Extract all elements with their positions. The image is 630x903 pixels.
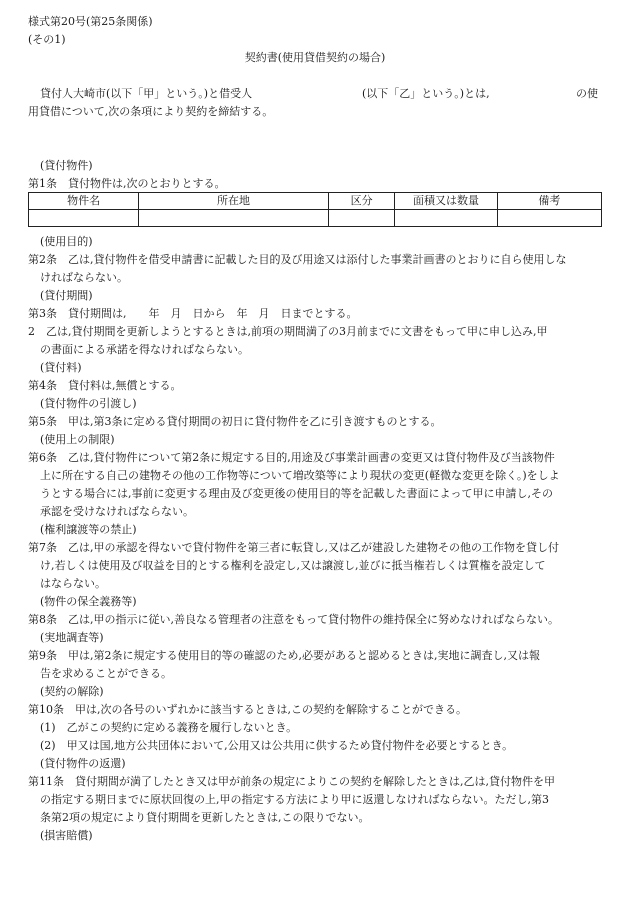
clause-line: 第3条 貸付期間は, 年 月 日から 年 月 日までとする。 [28, 307, 358, 320]
table-cell [328, 210, 395, 227]
clause-line: 第10条 甲は,次の各号のいずれかに該当するときは,この契約を解除することができる。 [28, 703, 467, 716]
clause-line: (権利譲渡等の禁止) [40, 523, 137, 536]
column-header: 物件名 [29, 193, 139, 210]
clause-line: はならない。 [40, 577, 106, 590]
table-row [29, 210, 602, 227]
clause-line: 承認を受けなければならない。 [40, 505, 194, 518]
clause-line: (契約の解除) [40, 685, 104, 698]
property-table [28, 192, 602, 227]
clause-line: (使用目的) [40, 235, 93, 248]
clause-line: の指定する期日までに原状回復の上,甲の指定する方法により甲に返還しなければならない。ただし,第3 [40, 793, 549, 806]
clause-line: (貸付期間) [40, 289, 93, 302]
clause-line: (貸付物件の返還) [40, 757, 126, 770]
clause-line: 告を求めることができる。 [40, 667, 172, 680]
column-header: 面積又は数量 [395, 193, 497, 210]
table-cell [497, 210, 601, 227]
clause-line: 条第2項の規定により貸付期間を更新したときは,この限りでない。 [40, 811, 370, 824]
clause-line: (実地調査等) [40, 631, 104, 644]
clause-line: (貸付物件) [40, 159, 93, 172]
clause-line: (物件の保全義務等) [40, 595, 137, 608]
column-header: 所在地 [139, 193, 329, 210]
clause-line: (1) 乙がこの契約に定める義務を履行しないとき。 [40, 721, 298, 734]
column-header: 区分 [328, 193, 395, 210]
form-number: 様式第20号(第25条関係) [28, 15, 153, 28]
clause-line: (使用上の制限) [40, 433, 115, 446]
clause-line: 第8条 乙は,甲の指示に従い,善良なる管理者の注意をもって貸付物件の維持保全に努めなければならない。 [28, 613, 559, 626]
intro-use: の使 [576, 87, 598, 100]
clause-line: の書面による承諾を得なければならない。 [40, 343, 249, 356]
intro-lessor: 貸付人大崎市(以下「甲」という。)と借受人 [40, 87, 253, 100]
clause-line: (貸付料) [40, 361, 82, 374]
clause-line: 第9条 甲は,第2条に規定する使用目的等の確認のため,必要があると認めるときは,実地に調査し,又は報 [28, 649, 540, 662]
clause-line: うとする場合には,事前に変更する理由及び変更後の使用目的等を記載した書面によって甲に申請し,その [40, 487, 553, 500]
clause-line: 2 乙は,貸付期間を更新しようとするときは,前項の期間満了の3月前までに文書をもって甲に申し込み,甲 [28, 325, 548, 338]
intro-lessee: (以下「乙」という。)とは, [362, 87, 490, 100]
clause-line: 第5条 甲は,第3条に定める貸付期間の初日に貸付物件を乙に引き渡すものとする。 [28, 415, 442, 428]
table-header-row [29, 193, 602, 210]
clause-line: け,若しくは使用及び収益を目的とする権利を設定し,又は譲渡し,並びに抵当権若しくは質権を設定して [40, 559, 546, 572]
clause-line: (2) 甲又は国,地方公共団体において,公用又は公共用に供するため貸付物件を必要とするとき。 [40, 739, 514, 752]
clause-line: (損害賠償) [40, 829, 93, 842]
clause-line: 第1条 貸付物件は,次のとおりとする。 [28, 177, 226, 190]
clause-line: 第7条 乙は,甲の承認を得ないで貸付物件を第三者に転貸し,又は乙が建設した建物その他の工作物を貸し付 [28, 541, 559, 554]
column-header: 備考 [497, 193, 601, 210]
clause-line: 上に所在する自己の建物その他の工作物等について増改築等により現状の変更(軽微な変更を除く。)をしよ [40, 469, 560, 482]
table-cell [139, 210, 329, 227]
clause-line: 第11条 貸付期間が満了したとき又は甲が前条の規定によりこの契約を解除したときは,乙は,貸付物件を甲 [28, 775, 555, 788]
intro-line-2: 用貸借について,次の条項により契約を締結する。 [28, 105, 274, 118]
table-cell [29, 210, 139, 227]
document-title: 契約書(使用貸借契約の場合) [244, 51, 386, 64]
clause-line: 第2条 乙は,貸付物件を借受申請書に記載した目的及び用途又は添付した事業計画書のとおりに自ら使用しな [28, 253, 567, 266]
form-sub-number: (その1) [28, 33, 66, 46]
clause-line: ければならない。 [40, 271, 128, 284]
clause-line: (貸付物件の引渡し) [40, 397, 137, 410]
clause-line: 第4条 貸付料は,無償とする。 [28, 379, 182, 392]
clause-line: 第6条 乙は,貸付物件について第2条に規定する目的,用途及び事業計画書の変更又は貸付物件及び当該物件 [28, 451, 555, 464]
table-cell [395, 210, 497, 227]
